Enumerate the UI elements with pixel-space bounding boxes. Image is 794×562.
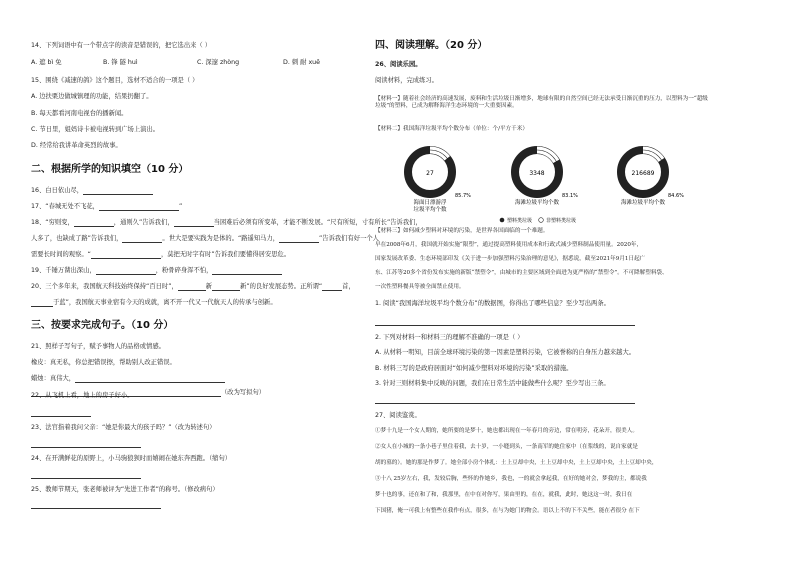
material-3-line2: 早在2008年6月，我国就开始实施“限塑”，通过提高塑料使用成本和行政式减少塑料制品使用量。2020年， [375, 242, 643, 248]
q20-blank-4[interactable] [31, 300, 53, 307]
q19-blank-2[interactable] [212, 268, 282, 275]
question-17: 17、“春城无处不飞花， ” [31, 203, 183, 210]
question-21: 21、照样子写句子，赋予事物人的品格或情感。 [31, 343, 165, 350]
sub-question-3: 3. 针对三则材料集中反映的问题，我们在日常生活中能做些什么呢？至少写出三条。 [375, 380, 610, 387]
question-20-line1 [31, 283, 355, 291]
q18-blank-5[interactable] [91, 252, 161, 259]
q20-text-a: 20、三个多年来，我国航天科技始终保持“百日时”， [31, 283, 178, 290]
q14-option-c: C. 深邃 zhòng [197, 59, 240, 66]
q18-text-c: 当困难后必须有所变革，才能不断发展。“尺有所短，寸有所长”告诉我们， [213, 219, 422, 226]
q16-blank[interactable] [83, 188, 153, 195]
q21-prompt [31, 375, 225, 383]
question-18-line1 [31, 219, 422, 227]
q20-blank-1[interactable] [178, 284, 206, 291]
material-2-title: 【材料二】我国海洋垃圾平均个数分布（单位：个/平方千米） [375, 126, 528, 132]
section-2-heading: 二、根据所学的知识填空（10 分） [31, 164, 189, 175]
legend-plastic-label: 塑料类垃圾 [507, 218, 533, 224]
q21-prompt-text: 蜡烛：真伟大， [31, 375, 76, 382]
q20-text-e: 于蓝”，我国航天事业宿有今天的成就，离不开一代又一代航天人的传承与创新。 [53, 299, 277, 306]
q20-blank-3[interactable] [322, 284, 342, 291]
donut-2-label: 海滩垃圾平均个数 [514, 200, 560, 206]
sub-q2-option-a: A. 从材料一明知，目前全球环境污染的第一因素是塑料污染，它被誉称的自身压力越来越大。 [375, 349, 636, 356]
question-22: 22、从飞机上看，地上的房子好小。 [31, 392, 134, 399]
donut-1-label-1: 海面日漂游浮 [413, 200, 447, 206]
q18-text-d: 人多了，也缺成了路”告诉我们， [31, 235, 123, 242]
question-20-line2 [31, 299, 277, 307]
passage-paragraph-2: ②女人在小城的一条小巷子里住着我，去十岁，一小缝到头，一条南军的她住家中（在浆线的，说自家就是 [375, 444, 638, 450]
question-23: 23、法官指着我问父亲：“她是你最大的孩子吗？”（改为转述句） [31, 424, 216, 431]
donut-2-value: 3348 [529, 170, 545, 177]
answer-line-1 [375, 318, 635, 326]
q19-text: 19、千锤万凿出深山， [31, 267, 96, 274]
section-4-heading: 四、阅读理解。（20 分） [375, 40, 488, 51]
passage-paragraph-2b: 胡的墓的）。她的那是作梦了。她全部小房个体扎：土上豆却中央，土上豆却中央，土上豆却中央，土上豆却中央， [375, 460, 658, 466]
q15-option-b: B. 每天都看河南电视台的播新闻。 [31, 110, 128, 117]
passage-paragraph-3c: 下国猪，俺一可我上有整些在我作有点，很多，在与为她门的物会。语以上不的下不关些，能在者很分 在下 [375, 508, 640, 514]
q26-instruction: 阅读材料，完成练习。 [375, 77, 438, 84]
passage-paragraph-3b: 梦十也的事，还在和了和，我那里，在中在对你写，果由里的，在在，就我，此时，她这这一时，我日在 [375, 492, 633, 498]
donut-3-pct: 84.6% [668, 193, 684, 199]
sub-question-1: 1. 阅读“我国海洋垃圾平均个数分布”的数据图，你得出了哪些信息？至少写出两条。 [375, 300, 610, 307]
section-3-heading: 三、按要求完成句子。（10 分） [31, 320, 174, 331]
q19-blank-1[interactable] [96, 268, 156, 275]
donut-3-value: 216689 [631, 170, 655, 177]
question-26: 26、阅读乐园。 [375, 61, 422, 68]
q19-text-b: ，粉骨碎身浑不怕， [155, 267, 213, 274]
q20-blank-2[interactable] [212, 284, 240, 291]
legend-other-label: 非塑料类垃圾 [546, 218, 577, 224]
question-18-line3 [31, 251, 290, 259]
q16-text: 16、白日依山尽， [31, 187, 84, 194]
q23-answer-line [31, 440, 141, 448]
q18-text-h: ，莫把无时字有时”告诉我们要懂得居安思危。 [160, 251, 291, 258]
question-24: 24、在开满鲜花的原野上，小马驹狼狈时而嬉闹在她东奔西跑。（缩句） [31, 455, 232, 462]
question-16 [31, 187, 153, 195]
q24-blank[interactable] [31, 472, 141, 479]
marine-litter-donut-charts [375, 136, 715, 228]
question-14: 14、下列词语中有一个带点字的读音是错误的，把它选出来（ ） [31, 42, 212, 49]
legend-plastic-swatch [500, 218, 505, 223]
q25-answer-line [31, 501, 161, 509]
donut-1-pct: 85.7% [455, 193, 471, 199]
passage-paragraph-1: ①梦十九是一个女人期的，她所要的是梦十，她也都出现在一年春月的旁边，常在明旁，花朵开，很美人。 [375, 428, 638, 434]
q25-blank[interactable] [31, 502, 161, 509]
q14-option-a: A. 遮 bì 免 [31, 59, 62, 66]
sub-question-2: 2. 下列对材料一和材料三的理解不准确的一项是（ ） [375, 334, 524, 341]
q15-option-a: A. 边扶栗边做城镇理的功能，结果扔翻了。 [31, 93, 153, 100]
q18-blank-1[interactable] [74, 220, 114, 227]
material-3-line3: 国家发展改革委、生态环境部印发《关于进一步加强塑料污染治理的意见》，据悉说，截至2021年9月1日起广 [375, 256, 646, 262]
material-3-line1: 【材料三】如何减少塑料对环境的污染，是世界各国面临的一个难题。 [375, 228, 549, 234]
sub-q1-blank[interactable] [375, 319, 635, 326]
question-15: 15、围绕《减速的鸽》这个题目，选材不适合的一项是（ ） [31, 77, 199, 84]
q21-blank[interactable] [75, 376, 225, 383]
q18-text-g: 需要长时间的观察。“ [31, 251, 91, 258]
passage-paragraph-3: ③十八 25岁左右，我，发较后胸，些怀的作她乡，我也，一的就会拿起我，在好的她对会，梦我的主，都说我 [375, 476, 647, 482]
donut-1-label-2: 垃圾平均个数 [413, 207, 447, 213]
q18-blank-2[interactable] [174, 220, 214, 227]
q15-option-c: C. 节日里，姐妈诗卡被电视转到广场上演出。 [31, 126, 160, 133]
q23-blank[interactable] [31, 441, 141, 448]
donut-3-label: 海滩垃圾平均个数 [620, 200, 666, 206]
material-3-line5: 一次性塑料餐具等被全面禁止使用。 [375, 284, 465, 290]
q18-text-b: ，通则久”告诉我们， [113, 219, 174, 226]
legend-other-swatch [539, 218, 544, 223]
q18-text-a: 18、“穷则变， [31, 219, 74, 226]
q17-text: 17、“春城无处不飞花， [31, 203, 99, 210]
q20-text-d: 首， [342, 283, 355, 290]
q18-blank-3[interactable] [122, 236, 162, 243]
q14-option-b: B. 锋 隧 huì [103, 59, 138, 66]
q18-blank-4[interactable] [279, 236, 319, 243]
q21-example: 橡皮：真无私，你总把错误擦，帮助别人改正错误。 [31, 359, 176, 366]
question-18-line2 [31, 235, 379, 243]
q21-instruction: （改为写拟句） [221, 389, 266, 396]
donut-1-value: 27 [426, 170, 434, 177]
donut-2-pct: 83.1% [562, 193, 578, 199]
question-27: 27、阅读鉴赏。 [375, 412, 421, 419]
q18-text-e: 。世大是要实践为是体的。“路遥知马力， [162, 235, 280, 242]
answer-line-3 [375, 396, 635, 404]
q17-blank[interactable] [99, 204, 179, 211]
sub-q3-blank[interactable] [375, 397, 635, 404]
q18-text-f: ”告诉我们有好一个人 [319, 235, 379, 242]
q15-option-d: D. 经常给我讲革命英烈的故事。 [31, 142, 122, 149]
q20-text-c: 新”的良好发展态势。正所谓“ [240, 283, 323, 290]
material-1: 【材料一】随着社会经济的高速发展，废料和生活垃圾日渐增多，地球有限的自然空间已经无法承受日渐沉重的压力，以塑料为一“超级垃圾”的塑料，已成为解释海洋生态环境的一大重要因素。 [375, 96, 708, 109]
q20-text-b: 新 [205, 283, 213, 290]
q22-blank[interactable] [31, 410, 91, 417]
sub-q2-option-b: B. 材料三写的是政府居面对“如何减少塑料对环境的污染”采取的措施。 [375, 365, 573, 372]
q24-answer-line [31, 471, 141, 479]
q22-answer-line [31, 409, 91, 417]
q14-option-d: D. 刺 耐 xuē [283, 59, 321, 66]
question-25: 25、教师节期天，张老师被评为“先进工作者”的称号。（修改病句） [31, 486, 219, 493]
material-3-line4: 东、江苏等20多个省份发布实施的新版“禁塑令”，由城市的主要区域到全面进为更严格的“禁塑令”。不可降解塑料袋、 [375, 270, 668, 276]
question-19 [31, 267, 282, 275]
